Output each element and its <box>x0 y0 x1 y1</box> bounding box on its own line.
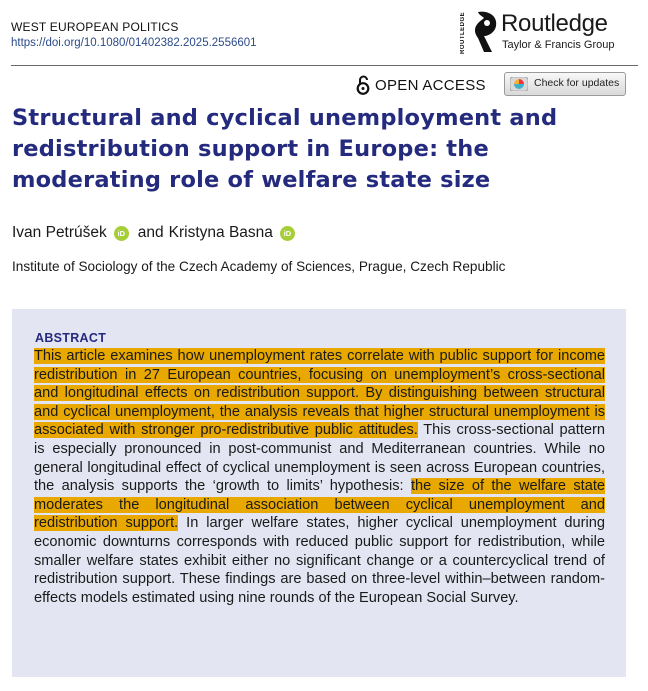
orcid-icon[interactable]: iD <box>114 226 129 241</box>
logo-side-text: ROUTLEDGE <box>460 11 466 54</box>
publisher-name: Routledge <box>501 10 608 37</box>
check-for-updates-label: Check for updates <box>534 77 620 89</box>
crossmark-icon <box>510 77 528 91</box>
article-title: Structural and cyclical unemployment and redistribution support in Europe: the moderating role of welfare state size <box>12 105 558 193</box>
abstract-passage: In larger welfare states, higher cyclical unemployment during economic downturns corresponds with reduced public support for redistribution, while smaller welfare states exhibit either no significant change or a countercyclical trend of redistribution support. These findings are based on three-level within–between random-effects models estimated using nine rounds of the European Social Survey. <box>34 515 606 606</box>
author-connector: and <box>137 224 164 241</box>
highlighted-passage: This article examines how unemployment rates correlate with public support for income redistribution in 27 European countries, focusing on unemployment’s cross-sectional and longitudinal effects on redistribution support. <box>34 348 605 402</box>
abstract-box <box>12 309 626 677</box>
open-lock-icon <box>356 75 370 95</box>
highlighted-passage: By distinguishing between structural and cyclical unemployment, the analysis reveals that higher structural unemployment is associated with stronger pro-redistributive public attitudes. <box>34 385 605 439</box>
open-access-label: OPEN ACCESS <box>375 77 486 94</box>
orcid-icon[interactable]: iD <box>280 226 295 241</box>
routledge-mark-icon <box>472 10 500 54</box>
abstract-passage: This cross-sectional pattern is especially pronounced in post-communist and Mediterranean countries. While no general longitudinal effect of cyclical unemployment is seen across European countries, the analysis supports the ‘growth to limits’ hypothesis: <box>34 422 605 495</box>
check-for-updates-button[interactable] <box>504 72 626 96</box>
author-name[interactable]: Kristyna Basna <box>168 224 273 241</box>
author-list <box>12 224 304 242</box>
publisher-group: Taylor & Francis Group <box>502 39 615 51</box>
highlighted-passage: the size of the welfare state moderates the longitudinal association between cyclical unemployment and redistribution support. <box>34 478 605 532</box>
abstract-heading: ABSTRACT <box>35 331 107 345</box>
author-name[interactable]: Ivan Petrúšek <box>12 224 107 241</box>
doi-link[interactable]: https://doi.org/10.1080/01402382.2025.2556601 <box>11 37 257 49</box>
journal-name: WEST EUROPEAN POLITICS <box>11 20 179 34</box>
abstract-text <box>34 347 605 607</box>
header-divider <box>11 65 638 66</box>
publisher-logo <box>460 6 640 58</box>
affiliation: Institute of Sociology of the Czech Academy of Sciences, Prague, Czech Republic <box>12 259 506 274</box>
